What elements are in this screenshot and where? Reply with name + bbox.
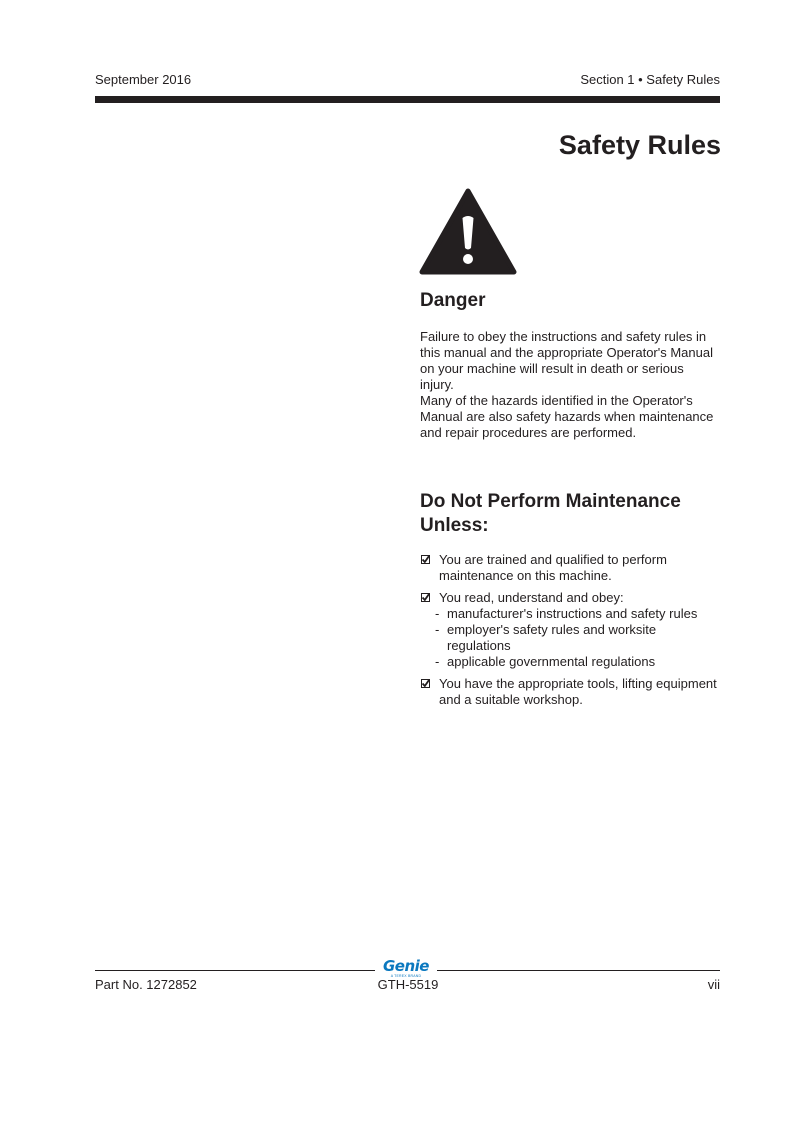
header-section: Section 1 • Safety Rules (580, 72, 720, 87)
warning-triangle-icon (419, 188, 517, 275)
checklist-item (420, 676, 720, 708)
logo-tagline: A TEREX BRAND (390, 974, 422, 978)
footer-model: GTH-5519 (377, 977, 439, 992)
checklist-item-text: You are trained and qualified to perform maintenance on this machine. (439, 552, 667, 583)
sub-list-item-text: employer's safety rules and worksite regulations (447, 622, 657, 653)
danger-body (420, 329, 720, 441)
footer-part-number: Part No. 1272852 (95, 977, 197, 992)
sub-list-item: - employer's safety rules and worksite regulations (435, 622, 657, 653)
maintenance-heading: Do Not Perform Maintenance Unless: (420, 491, 681, 536)
footer-rule-right (437, 970, 720, 971)
checklist-item-text: You have the appropriate tools, lifting equipment and a suitable workshop. (439, 676, 717, 707)
checkbox-checked-icon (421, 593, 430, 602)
checkbox-checked-icon (421, 555, 430, 564)
checklist-item (420, 590, 720, 670)
sub-list (435, 606, 720, 670)
checklist-item-text: You read, understand and obey: (439, 590, 624, 605)
footer-page-number: vii (707, 977, 720, 992)
page-title: Safety Rules (558, 130, 721, 160)
sub-list-item-text: applicable governmental regulations (447, 654, 656, 669)
danger-paragraph: Failure to obey the instructions and safety rules in this manual and the appropriate Operator's Manual on your machine will result in death or serious injury. (420, 329, 713, 392)
logo-wordmark: Genie (383, 957, 429, 975)
sub-list-item: - applicable governmental regulations (435, 654, 656, 669)
danger-paragraph: Many of the hazards identified in the Operator's Manual are also safety hazards when maintenance and repair procedures are performed. (420, 393, 714, 440)
header-rule (95, 96, 720, 103)
checkbox-checked-icon (421, 679, 430, 688)
genie-logo (380, 959, 432, 978)
footer-rule-left (95, 970, 375, 971)
maintenance-checklist (420, 552, 720, 714)
danger-heading: Danger (420, 290, 486, 311)
sub-list-item: - manufacturer's instructions and safety rules (435, 606, 698, 621)
checklist-item (420, 552, 720, 584)
header-date: September 2016 (95, 72, 192, 87)
sub-list-item-text: manufacturer's instructions and safety rules (447, 606, 698, 621)
